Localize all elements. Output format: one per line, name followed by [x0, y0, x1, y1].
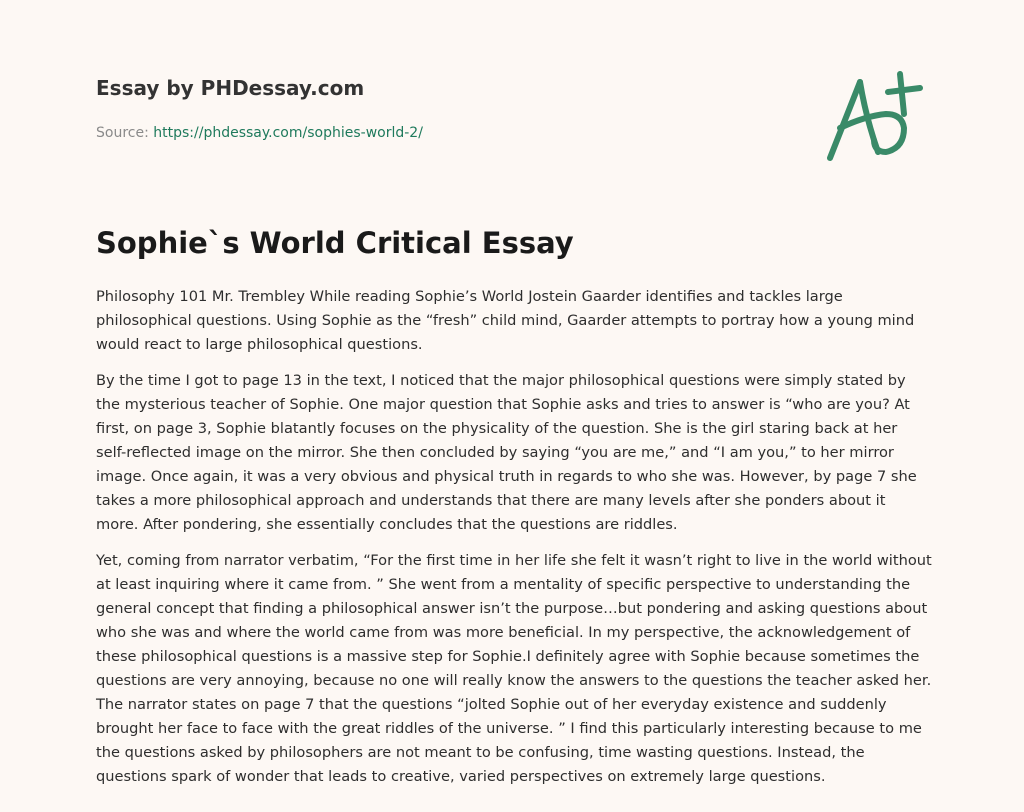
a-plus-grade-icon: [820, 68, 928, 164]
essay-body: [96, 285, 932, 801]
essay-title: Sophie`s World Critical Essay: [96, 226, 574, 260]
essay-paragraph: By the time I got to page 13 in the text, I noticed that the major philosophical questions were simply stated by the mysterious teacher of Sophie. One major question that Sophie asks and tries to answer is “who are you? At first, on page 3, Sophie blatantly focuses on the physicality of the question. She is the girl staring back at her self-reflected image on the mirror. She then concluded by saying “you are me,” and “I am you,” to her mirror image. Once again, it was a very obvious and physical truth in regards to who she was. However, by page 7 she takes a more philosophical approach and understands that there are many levels after she ponders about it more. After pondering, she essentially concludes that the questions are riddles.: [96, 372, 917, 533]
essay-paragraph: Yet, coming from narrator verbatim, “For the first time in her life she felt it wasn’t right to live in the world without at least inquiring where it came from. ” She went from a mentality of specific perspective to understanding the general concept that finding a philosophical answer isn’t the purpose…but pondering and asking questions about who she was and where the world came from was more beneficial. In my perspective, the acknowledgement of these philosophical questions is a massive step for Sophie.I definitely agree with Sophie because sometimes the questions are very annoying, because no one will really know the answers to the questions the teacher asked her. The narrator states on page 7 that the questions “jolted Sophie out of her everyday existence and suddenly brought her face to face with the great riddles of the universe. ” I find this particularly interesting because to me the questions asked by philosophers are not meant to be confusing, time wasting questions. Instead, the questions spark of wonder that leads to creative, varied perspectives on extremely large questions.: [96, 552, 932, 785]
source-label: Source:: [96, 125, 149, 141]
site-name: Essay by PHDessay.com: [96, 76, 365, 100]
essay-paragraph: Philosophy 101 Mr. Trembley While reading Sophie’s World Jostein Gaarder identifies and tackles large philosophical questions. Using Sophie as the “fresh” child mind, Gaarder attempts to portray how a young mind would react to large philosophical questions.: [96, 288, 915, 353]
source-line: [96, 125, 423, 141]
source-link[interactable]: https://phdessay.com/sophies-world-2/: [153, 125, 423, 141]
